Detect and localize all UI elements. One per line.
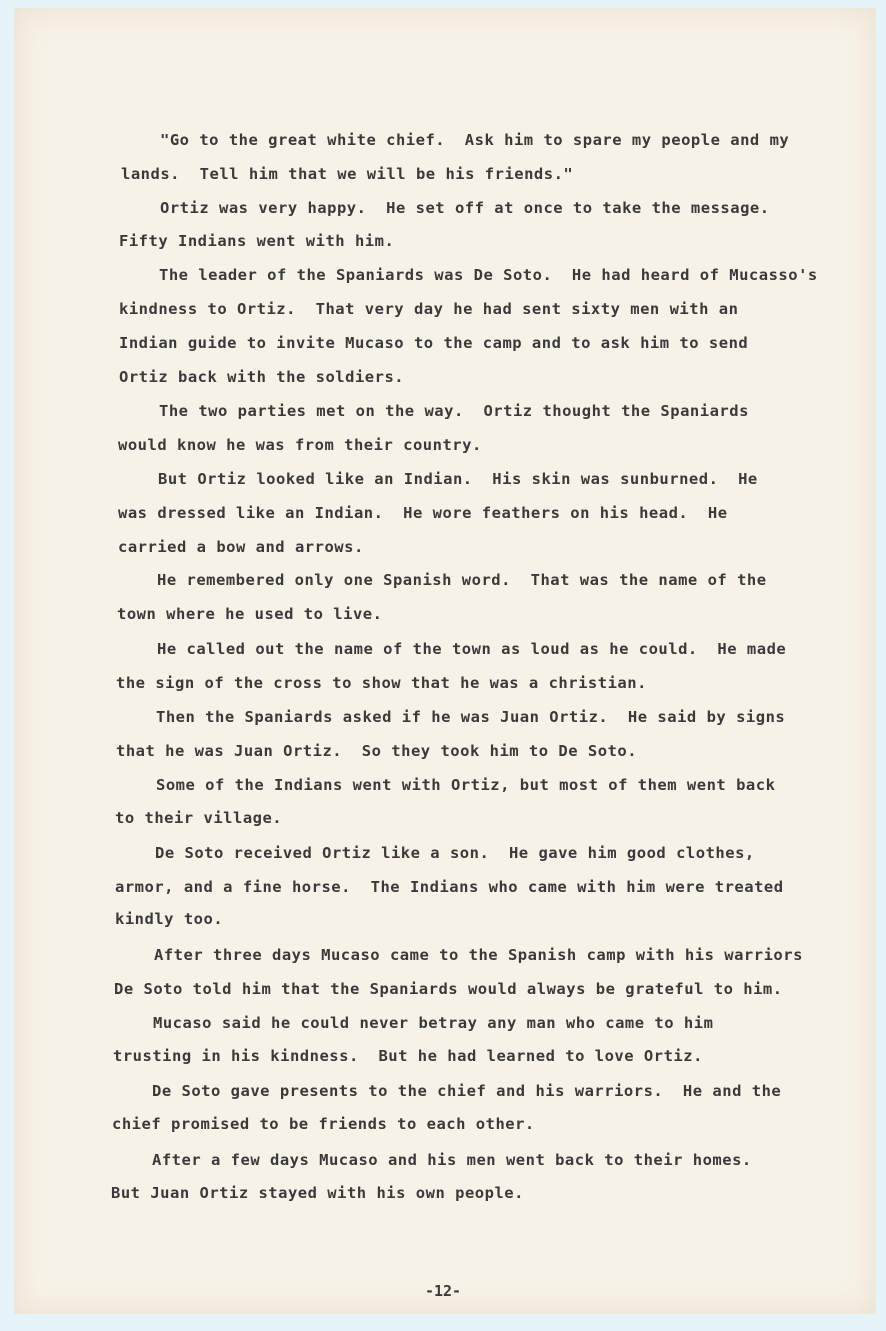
text-line: The leader of the Spaniards was De Soto. He had heard of Mucasso's (159, 266, 818, 284)
text-line: Then the Spaniards asked if he was Juan Ortiz. He said by signs (156, 708, 786, 726)
text-line: Some of the Indians went with Ortiz, but most of them went back (156, 776, 776, 794)
text-line: The two parties met on the way. Ortiz thought the Spaniards (159, 402, 749, 420)
text-line: Ortiz back with the soldiers. (119, 368, 405, 386)
text-line: Mucaso said he could never betray any man who came to him (153, 1014, 714, 1032)
page-number: -12- (424, 1282, 462, 1300)
text-line: He remembered only one Spanish word. That was the name of the (157, 571, 767, 589)
text-line: Indian guide to invite Mucaso to the camp and to ask him to send (119, 334, 749, 352)
text-line: lands. Tell him that we will be his friends." (121, 165, 574, 183)
text-line: De Soto told him that the Spaniards would always be grateful to him. (114, 980, 783, 998)
text-line: to their village. (115, 809, 283, 827)
text-line: De Soto received Ortiz like a son. He gave him good clothes, (155, 844, 755, 862)
text-line: De Soto gave presents to the chief and his warriors. He and the (152, 1082, 782, 1100)
text-line: that he was Juan Ortiz. So they took him to De Soto. (116, 742, 638, 760)
text-line: chief promised to be friends to each other. (112, 1115, 535, 1133)
text-line: After three days Mucaso came to the Spanish camp with his warriors (154, 946, 803, 964)
text-line: Fifty Indians went with him. (119, 232, 395, 250)
text-line: would know he was from their country. (118, 436, 482, 454)
text-line: Ortiz was very happy. He set off at once to take the message. (160, 199, 770, 217)
text-line: was dressed like an Indian. He wore feathers on his head. He (118, 504, 728, 522)
text-line: armor, and a fine horse. The Indians who came with him were treated (115, 878, 784, 896)
text-line: trusting in his kindness. But he had learned to love Ortiz. (113, 1047, 703, 1065)
text-line: the sign of the cross to show that he was a christian. (116, 674, 647, 692)
text-line: kindly too. (115, 910, 224, 928)
text-line: He called out the name of the town as loud as he could. He made (157, 640, 787, 658)
text-line: After a few days Mucaso and his men went back to their homes. (152, 1151, 752, 1169)
text-line: carried a bow and arrows. (118, 538, 364, 556)
text-line: But Juan Ortiz stayed with his own people. (111, 1184, 524, 1202)
text-line: town where he used to live. (117, 605, 383, 623)
text-line: kindness to Ortiz. That very day he had sent sixty men with an (119, 300, 739, 318)
text-line: "Go to the great white chief. Ask him to spare my people and my (160, 131, 790, 149)
text-line: But Ortiz looked like an Indian. His skin was sunburned. He (158, 470, 758, 488)
